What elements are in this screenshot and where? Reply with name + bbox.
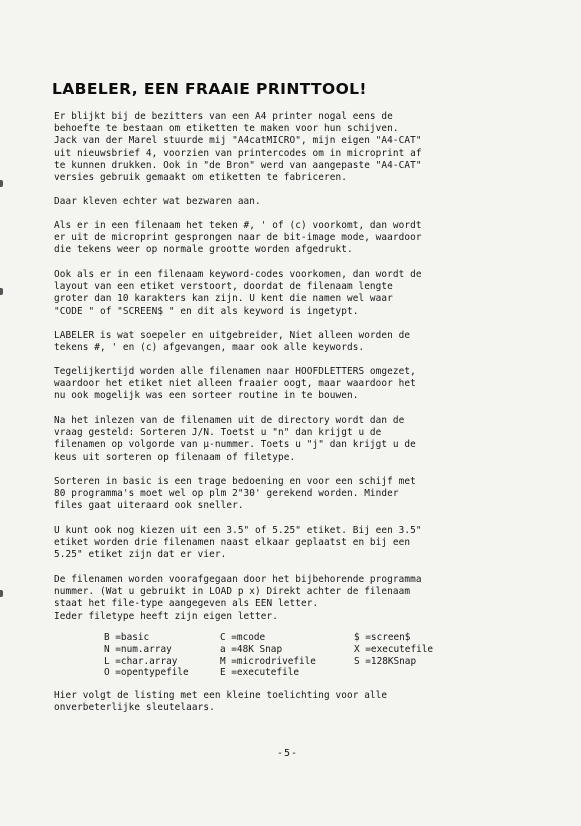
text-line: waardoor het etiket niet alleen fraaier oogt, maar waardoor het	[54, 378, 416, 390]
text-line: U kunt ook nog kiezen uit een 3.5" of 5.25" etiket. Bij een 3.5"	[54, 525, 422, 536]
paragraph-closing	[54, 690, 554, 714]
text-line: Tegelijkertijd worden alle filenamen naar HOOFDLETTERS omgezet,	[54, 366, 416, 377]
paragraph-labeler	[54, 330, 554, 354]
text-line: nu ook mogelijk was een sorteer routine in te bouwen.	[54, 390, 359, 402]
binder-hole-mark	[0, 288, 3, 295]
paragraph-intro	[54, 111, 554, 184]
text-line: Er blijkt bij de bezitters van een A4 printer nogal eens de	[54, 111, 393, 122]
text-line: 5.25" etiket zijn dat er vier.	[54, 549, 227, 561]
filetype-entry: L =char.array	[104, 655, 178, 667]
text-line: behoefte te bestaan om etiketten te maken voor hun schijven.	[54, 123, 399, 135]
binder-hole-mark	[0, 180, 3, 187]
paragraph-special-chars	[54, 220, 554, 257]
filetype-entry: E =executefile	[220, 667, 300, 679]
text-line: er uit de microprint gesprongen naar de bit-image mode, waardoor	[54, 232, 422, 244]
text-line: filenamen op volgorde van µ-nummer. Toets u "j" dan krijgt u de	[54, 439, 416, 451]
filetype-entry: X =executefile	[354, 643, 434, 655]
text-line: te kunnen drukken. Ook in "de Bron" werd van aangepaste "A4-CAT"	[54, 159, 422, 171]
filetype-table	[104, 632, 474, 679]
text-line: keus uit sorteren op filenaam of filetype.	[54, 451, 296, 463]
text-line: "CODE " of "SCREEN$ " en dit als keyword is ingetypt.	[54, 305, 359, 317]
text-line: uit nieuwsbrief 4, voorzien van printercodes om in microprint af	[54, 147, 422, 159]
text-line: vraag gesteld: Sorteren J/N. Toetst u "n" dan krijgt u de	[54, 427, 382, 439]
page-number: -5-	[277, 748, 299, 759]
text-line: Sorteren in basic is een trage bedoening en voor een schijf met	[54, 476, 416, 487]
text-line: tekens #, ' en (c) afgevangen, maar ook alle keywords.	[54, 342, 365, 354]
filetype-entry	[354, 667, 474, 679]
filetype-row	[104, 667, 474, 679]
paragraph-objections	[54, 196, 554, 208]
binder-hole-mark	[0, 590, 3, 597]
filetype-entry: a =48K Snap	[220, 643, 283, 655]
paragraph-keywords	[54, 269, 554, 318]
text-line: staat het file-type aangegeven als EEN letter.	[54, 598, 319, 610]
paragraph-program-number	[54, 574, 554, 611]
paragraph-sorting-question	[54, 415, 554, 464]
filetype-row	[104, 632, 474, 644]
text-line: Na het inlezen van de filenamen uit de directory wordt dan de	[54, 415, 405, 426]
filetype-entry: O =opentypefile	[104, 667, 189, 679]
text-line: etiket worden drie filenamen naast elkaar geplaatst en bij een	[54, 537, 411, 549]
text-line: nummer. (Wat u gebruikt in LOAD p x) Direkt achter de filenaam	[54, 586, 411, 598]
paragraph-label-size	[54, 525, 554, 562]
paragraph-sorting-speed	[54, 476, 554, 513]
filetype-entry: B =basic	[104, 632, 150, 643]
filetype-row	[104, 644, 474, 656]
filetype-entry: S =128KSnap	[354, 655, 417, 667]
text-line: Ook als er in een filenaam keyword-codes voorkomen, dan wordt de	[54, 269, 422, 280]
text-line: layout van een etiket verstoort, doordat de filenaam lengte	[54, 281, 393, 293]
filetype-entry: C =mcode	[220, 632, 266, 643]
text-line: Daar kleven echter wat bezwaren aan.	[54, 196, 261, 207]
text-line: LABELER is wat soepeler en uitgebreider, Niet alleen worden de	[54, 330, 411, 341]
text-line: groter dan 10 karakters kan zijn. U kent die namen wel waar	[54, 293, 393, 305]
paragraph-filetype-letter	[54, 611, 554, 623]
text-line: versies gebruik gemaakt om etiketten te fabriceren.	[54, 172, 347, 184]
filetype-row	[104, 656, 474, 668]
text-line: Jack van der Marel stuurde mij "A4catMICRO", mijn eigen "A4-CAT"	[54, 135, 422, 147]
text-line: onverbeterlijke sleutelaars.	[54, 702, 215, 714]
paragraph-uppercase	[54, 366, 554, 403]
filetype-entry: $ =screen$	[354, 632, 411, 643]
filetype-entry: M =microdrivefile	[220, 655, 316, 667]
text-line: die tekens weer op normale grootte worden afgedrukt.	[54, 244, 353, 256]
text-line: Hier volgt de listing met een kleine toelichting voor alle	[54, 690, 388, 701]
text-line: De filenamen worden voorafgegaan door het bijbehorende programma	[54, 574, 422, 585]
text-line: files gaat uiteraard ook sneller.	[54, 500, 244, 512]
text-line: Ieder filetype heeft zijn eigen letter.	[54, 611, 279, 622]
text-line: 80 programma's moet wel op plm 2"30' gerekend worden. Minder	[54, 488, 399, 500]
text-line: Als er in een filenaam het teken #, ' of (c) voorkomt, dan wordt	[54, 220, 422, 231]
filetype-entry: N =num.array	[104, 643, 172, 655]
page-title: LABELER, EEN FRAAIE PRINTTOOL!	[52, 80, 367, 98]
